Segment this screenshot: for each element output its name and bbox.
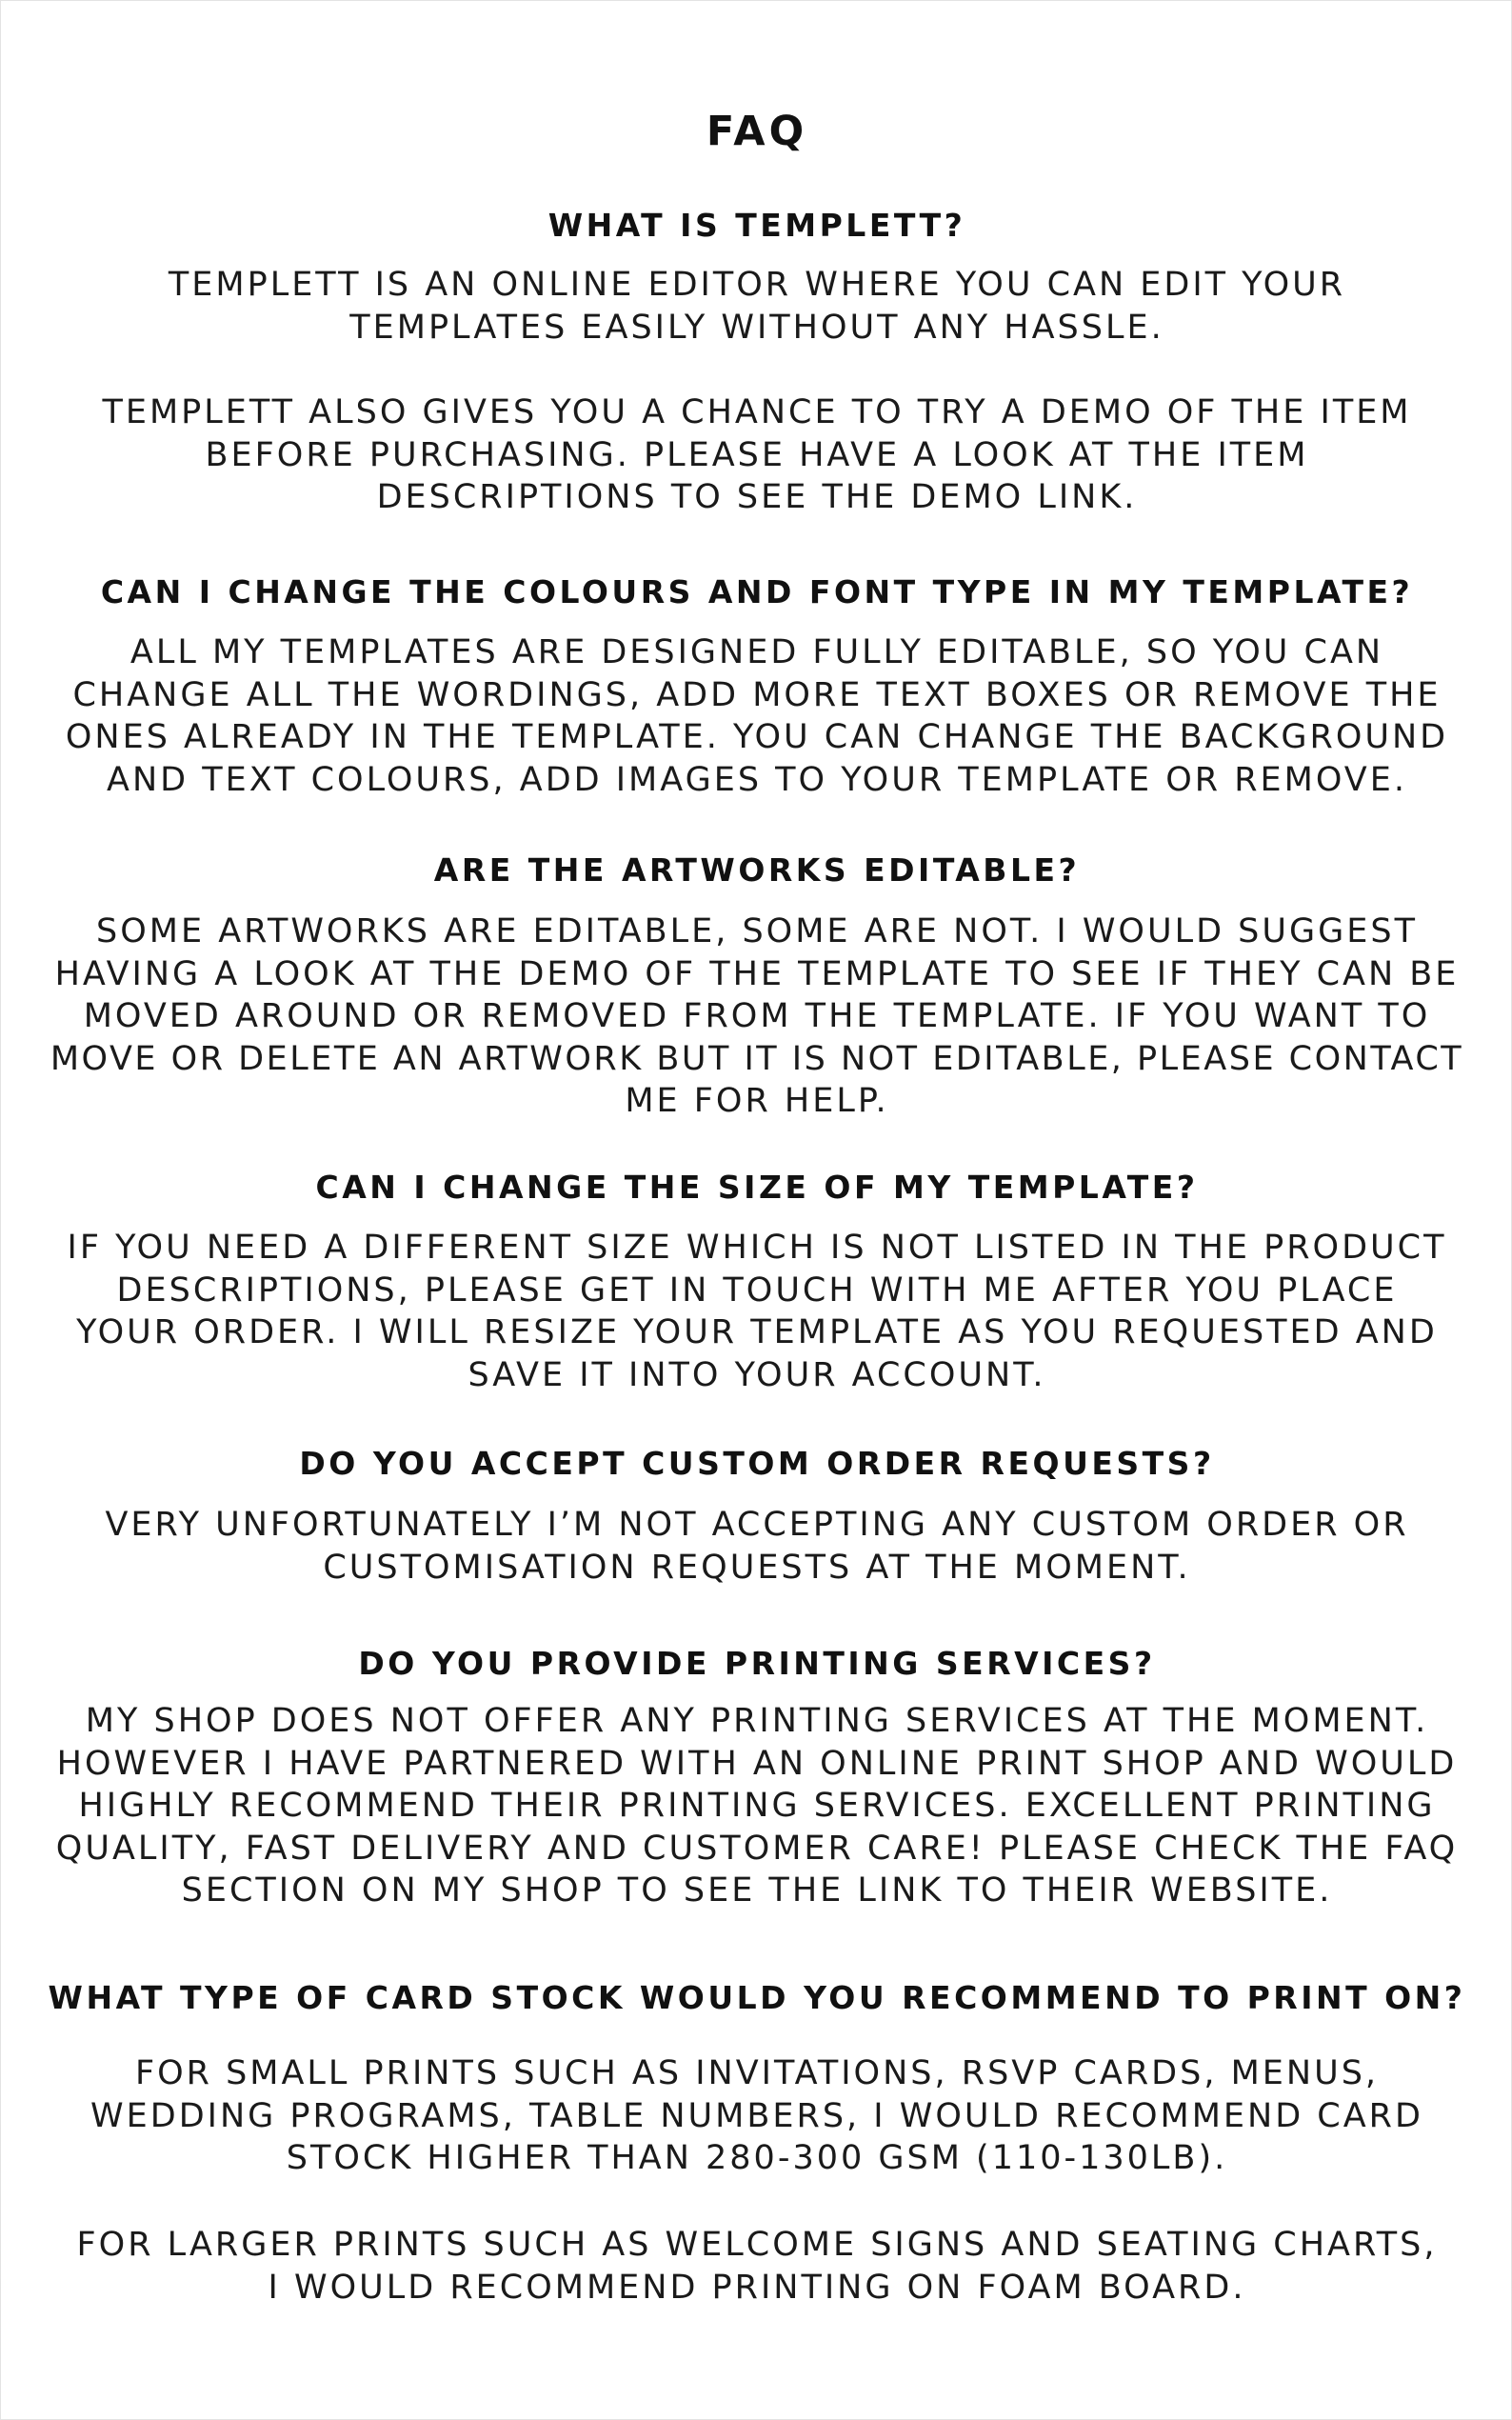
faq-question-colours-fonts: CAN I CHANGE THE COLOURS AND FONT TYPE IN MY TEMPLATE? (100, 573, 1414, 610)
answer-line: ONES ALREADY IN THE TEMPLATE. YOU CAN CHANGE THE BACKGROUND (65, 718, 1449, 756)
answer-line: HAVING A LOOK AT THE DEMO OF THE TEMPLATE TO SEE IF THEY CAN BE (54, 954, 1460, 993)
answer-line: MOVED AROUND OR REMOVED FROM THE TEMPLATE. IF YOU WANT TO (83, 997, 1431, 1035)
answer-line: BEFORE PURCHASING. PLEASE HAVE A LOOK AT THE ITEM (205, 435, 1309, 474)
answer-line: HIGHLY RECOMMEND THEIR PRINTING SERVICES. EXCELLENT PRINTING (78, 1787, 1436, 1825)
answer-line: I WOULD RECOMMEND PRINTING ON FOAM BOARD. (268, 2268, 1246, 2307)
faq-answer-colours-fonts (39, 631, 1475, 801)
faq-question-templett: WHAT IS TEMPLETT? (547, 207, 966, 244)
faq-question-template-size: CAN I CHANGE THE SIZE OF MY TEMPLATE? (315, 1169, 1199, 1206)
answer-line: MOVE OR DELETE AN ARTWORK BUT IT IS NOT EDITABLE, PLEASE CONTACT (50, 1039, 1464, 1078)
faq-answer-card-stock-paragraph-2 (39, 2224, 1475, 2309)
answer-line: ALL MY TEMPLATES ARE DESIGNED FULLY EDITABLE, SO YOU CAN (129, 633, 1384, 671)
faq-question-custom-orders: DO YOU ACCEPT CUSTOM ORDER REQUESTS? (299, 1445, 1215, 1482)
answer-line: ME FOR HELP. (625, 1082, 889, 1120)
answer-line: STOCK HIGHER THAN 280-300 GSM (110-130LB). (286, 2139, 1228, 2177)
answer-line: HOWEVER I HAVE PARTNERED WITH AN ONLINE PRINT SHOP AND WOULD (56, 1744, 1458, 1783)
faq-answer-artworks (39, 910, 1475, 1123)
faq-answer-custom-orders (39, 1504, 1475, 1589)
answer-line: SOME ARTWORKS ARE EDITABLE, SOME ARE NOT. I WOULD SUGGEST (96, 912, 1418, 950)
answer-line: TEMPLATES EASILY WITHOUT ANY HASSLE. (349, 308, 1164, 347)
answer-line: WEDDING PROGRAMS, TABLE NUMBERS, I WOULD RECOMMEND CARD (90, 2096, 1423, 2135)
answer-line: SECTION ON MY SHOP TO SEE THE LINK TO THEIR WEBSITE. (181, 1871, 1333, 1910)
answer-line: FOR LARGER PRINTS SUCH AS WELCOME SIGNS AND SEATING CHARTS, (76, 2226, 1438, 2264)
faq-answer-card-stock-paragraph-1 (39, 2052, 1475, 2180)
faq-answer-template-size (39, 1227, 1475, 1396)
answer-line: VERY UNFORTUNATELY I’M NOT ACCEPTING ANY CUSTOM ORDER OR (105, 1506, 1409, 1544)
answer-line: CUSTOMISATION REQUESTS AT THE MOMENT. (323, 1548, 1191, 1587)
faq-question-artworks: ARE THE ARTWORKS EDITABLE? (433, 851, 1081, 889)
answer-line: CHANGE ALL THE WORDINGS, ADD MORE TEXT BOXES OR REMOVE THE (72, 675, 1442, 714)
faq-answer-templett-paragraph-2 (39, 391, 1475, 519)
answer-line: SAVE IT INTO YOUR ACCOUNT. (468, 1355, 1046, 1394)
page-title: FAQ (706, 108, 808, 155)
faq-answer-templett-paragraph-1 (39, 264, 1475, 349)
answer-line: TEMPLETT IS AN ONLINE EDITOR WHERE YOU CAN EDIT YOUR (168, 266, 1346, 304)
answer-line: IF YOU NEED A DIFFERENT SIZE WHICH IS NOT LISTED IN THE PRODUCT (67, 1229, 1447, 1267)
answer-line: AND TEXT COLOURS, ADD IMAGES TO YOUR TEMPLATE OR REMOVE. (107, 760, 1407, 799)
answer-line: YOUR ORDER. I WILL RESIZE YOUR TEMPLATE AS YOU REQUESTED AND (76, 1313, 1438, 1351)
answer-line: TEMPLETT ALSO GIVES YOU A CHANCE TO TRY A DEMO OF THE ITEM (102, 393, 1412, 431)
answer-line: DESCRIPTIONS TO SEE THE DEMO LINK. (376, 478, 1138, 516)
answer-line: DESCRIPTIONS, PLEASE GET IN TOUCH WITH ME AFTER YOU PLACE (116, 1270, 1398, 1310)
answer-line: QUALITY, FAST DELIVERY AND CUSTOMER CARE! PLEASE CHECK THE FAQ (55, 1829, 1459, 1868)
faq-question-printing-services: DO YOU PROVIDE PRINTING SERVICES? (358, 1645, 1156, 1682)
faq-answer-printing-services (39, 1700, 1475, 1912)
faq-question-card-stock: WHAT TYPE OF CARD STOCK WOULD YOU RECOMMEND TO PRINT ON? (48, 1979, 1466, 2016)
answer-line: MY SHOP DOES NOT OFFER ANY PRINTING SERVICES AT THE MOMENT. (85, 1702, 1429, 1740)
answer-line: FOR SMALL PRINTS SUCH AS INVITATIONS, RSVP CARDS, MENUS, (134, 2054, 1380, 2092)
